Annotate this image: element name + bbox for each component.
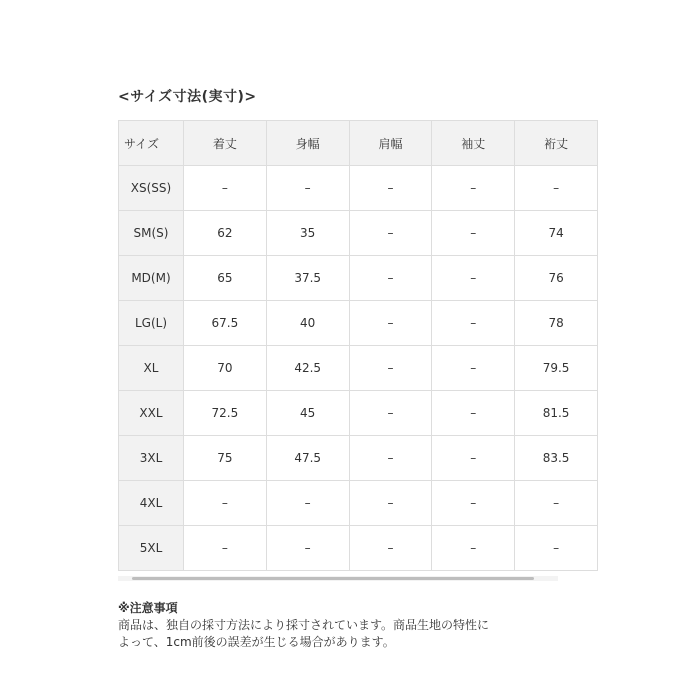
row-header-size: XL	[119, 346, 184, 391]
table-cell: –	[349, 481, 432, 526]
scrollbar-thumb[interactable]	[132, 577, 534, 580]
table-row	[119, 481, 598, 526]
table-cell: 74	[515, 211, 598, 256]
table-cell: –	[349, 391, 432, 436]
table-cell: 62	[183, 211, 266, 256]
table-cell: 42.5	[266, 346, 349, 391]
table-cell: 67.5	[183, 301, 266, 346]
table-row	[119, 256, 598, 301]
table-cell: –	[266, 481, 349, 526]
column-header-width: 身幅	[266, 121, 349, 166]
table-cell: –	[349, 346, 432, 391]
table-cell: –	[432, 346, 515, 391]
table-cell: 45	[266, 391, 349, 436]
column-header-yuki: 裄丈	[515, 121, 598, 166]
table-cell: –	[349, 166, 432, 211]
table-cell: 79.5	[515, 346, 598, 391]
table-row	[119, 436, 598, 481]
table-row	[119, 526, 598, 571]
table-row	[119, 301, 598, 346]
table-cell: 40	[266, 301, 349, 346]
table-header-row	[119, 121, 598, 166]
row-header-size: XS(SS)	[119, 166, 184, 211]
table-cell: –	[349, 256, 432, 301]
row-header-size: 5XL	[119, 526, 184, 571]
table-cell: 76	[515, 256, 598, 301]
table-cell: –	[349, 526, 432, 571]
row-header-size: SM(S)	[119, 211, 184, 256]
table-cell: –	[266, 166, 349, 211]
table-cell: –	[183, 526, 266, 571]
notes-section	[118, 600, 568, 651]
table-cell: –	[349, 301, 432, 346]
table-cell: –	[432, 436, 515, 481]
table-cell: 75	[183, 436, 266, 481]
table-cell: 47.5	[266, 436, 349, 481]
table-cell: 83.5	[515, 436, 598, 481]
table-cell: 70	[183, 346, 266, 391]
table-row	[119, 346, 598, 391]
table-cell: –	[515, 481, 598, 526]
column-header-sleeve: 袖丈	[432, 121, 515, 166]
table-cell: –	[349, 436, 432, 481]
notes-line: 商品は、独自の採寸方法により採寸されています。商品生地の特性に	[118, 618, 490, 632]
table-cell: –	[183, 481, 266, 526]
size-table	[118, 120, 598, 571]
table-cell: –	[432, 166, 515, 211]
table-cell: 37.5	[266, 256, 349, 301]
table-row	[119, 391, 598, 436]
row-header-size: 4XL	[119, 481, 184, 526]
row-header-size: LG(L)	[119, 301, 184, 346]
table-cell: –	[183, 166, 266, 211]
column-header-shoulder: 肩幅	[349, 121, 432, 166]
table-cell: 78	[515, 301, 598, 346]
size-chart-title: <サイズ寸法(実寸)>	[118, 89, 257, 105]
horizontal-scrollbar[interactable]	[118, 576, 558, 581]
table-cell: –	[432, 526, 515, 571]
table-cell: –	[349, 211, 432, 256]
table-row	[119, 211, 598, 256]
row-header-size: 3XL	[119, 436, 184, 481]
row-header-size: MD(M)	[119, 256, 184, 301]
table-cell: –	[432, 391, 515, 436]
size-table-container[interactable]	[118, 120, 570, 584]
table-cell: –	[432, 481, 515, 526]
table-cell: 72.5	[183, 391, 266, 436]
table-cell: –	[432, 256, 515, 301]
row-header-size: XXL	[119, 391, 184, 436]
column-header-length: 着丈	[183, 121, 266, 166]
column-header-size: サイズ	[119, 121, 184, 166]
table-cell: –	[515, 526, 598, 571]
table-cell: –	[432, 301, 515, 346]
table-row	[119, 166, 598, 211]
notes-line: よって、1cm前後の誤差が生じる場合があります。	[118, 635, 395, 649]
notes-title: ※注意事項	[118, 601, 178, 615]
table-cell: 65	[183, 256, 266, 301]
table-cell: –	[432, 211, 515, 256]
table-cell: –	[515, 166, 598, 211]
table-cell: –	[266, 526, 349, 571]
table-cell: 81.5	[515, 391, 598, 436]
table-cell: 35	[266, 211, 349, 256]
